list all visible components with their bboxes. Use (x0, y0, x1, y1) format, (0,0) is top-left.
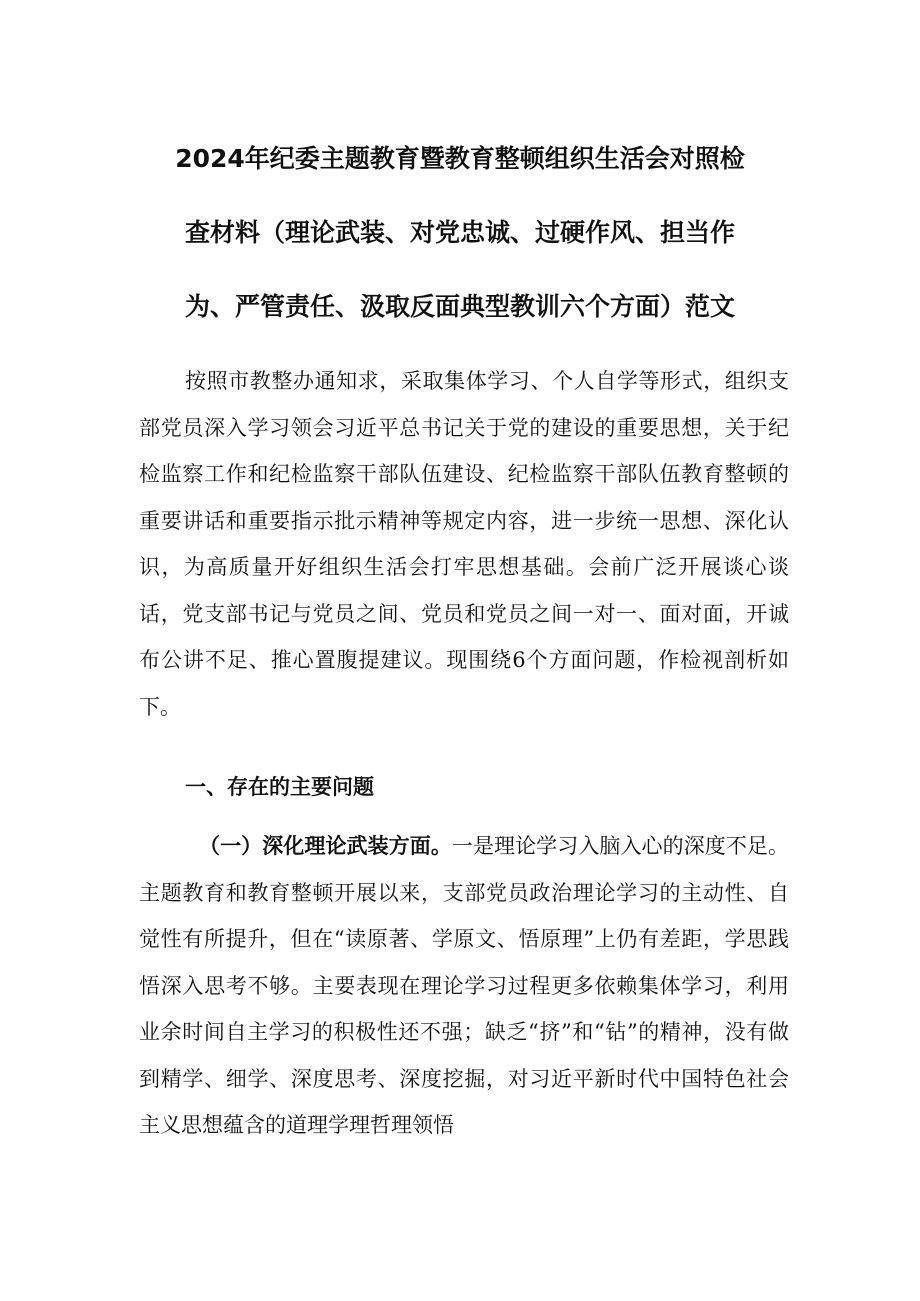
title-line-3: 为、严管责任、汲取反面典型教训六个方面）范文 (184, 292, 735, 321)
subsection-paragraph (139, 823, 789, 1149)
document-title (120, 122, 800, 344)
subsection-lead: （一）深化理论武装方面。 (199, 834, 452, 858)
subsection-text: 一是理论学习入脑入心的深度不足。主题教育和教育整顿开展以来，支部党员政治理论学习的主动性、自觉性有所提升，但在“读原著、学原文、悟原理”上仍有差距，学思践悟深入思考不够。主要表现在理论学习过程更多依赖集体学习，利用业余时间自主学习的积极性还不强；缺乏“挤”和“钻”的精神，没有做到精学、细学、深度思考、深度挖掘，对习近平新时代中国特色社会主义思想蕴含的道理学理哲理领悟 (139, 834, 790, 1137)
intro-paragraph: 按照市教整办通知求，采取集体学习、个人自学等形式，组织支部党员深入学习领会习近平总书记关于党的建设的重要思想，关于纪检监察工作和纪检监察干部队伍建设、纪检监察干部队伍教育整顿的重要讲话和重要指示批示精神等规定内容，进一步统一思想、深化认识，为高质量开好组织生活会打牢思想基础。会前广泛开展谈心谈话，党支部书记与党员之间、党员和党员之间一对一、面对面，开诚布公讲不足、推心置腹提建议。现围绕6个方面问题，作检视剖析如下。 (139, 369, 789, 719)
section-heading: 一、存在的主要问题 (185, 775, 374, 799)
title-line-2: 查材料（理论武装、对党忠诚、过硬作风、担当作 (184, 218, 735, 247)
title-line-1: 2024年纪委主题教育暨教育整顿组织生活会对照检 (175, 144, 745, 173)
